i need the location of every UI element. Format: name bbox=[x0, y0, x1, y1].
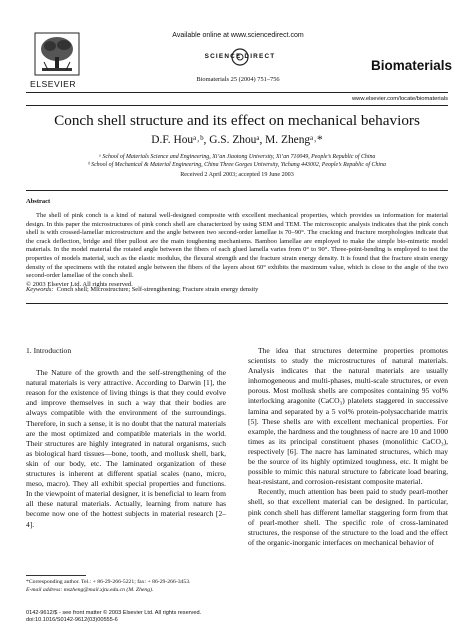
left-column bbox=[26, 346, 226, 530]
abstract-heading: Abstract bbox=[26, 198, 51, 205]
keywords-line bbox=[26, 286, 448, 293]
footnote-rule bbox=[26, 575, 86, 576]
journal-url[interactable]: www.elsevier.com/locate/biomaterials bbox=[351, 96, 448, 102]
affiliation-b: ᵇ School of Mechanical & Material Engineering, China Three Gorges University, Yichang 443002, People’s Republic of China bbox=[88, 162, 386, 168]
keywords-text: Conch shell; Microstructure; Self-strengthening; Fracture strain energy density bbox=[56, 286, 259, 293]
journal-citation: Biomaterials 25 (2004) 751–756 bbox=[196, 76, 280, 83]
doi-line: doi:10.1016/S0142-9612(03)00555-6 bbox=[26, 617, 118, 624]
affiliation-a: ᵃ School of Materials Science and Engineering, Xi’an Jiaotong University, Xi’an 710049, People’s Republic of China bbox=[98, 154, 376, 160]
bottom-metadata bbox=[26, 610, 276, 625]
abstract-body bbox=[26, 212, 448, 289]
copyright-line: © 2003 Elsevier Ltd. All rights reserved. bbox=[26, 280, 133, 288]
front-matter-line: 0142-9612/$ - see front matter © 2003 Elsevier Ltd. All rights reserved. bbox=[26, 610, 202, 616]
right-column bbox=[248, 346, 448, 548]
sciencedirect-logo-text: SCIENCE DIRECT bbox=[204, 53, 276, 60]
header-rule-top bbox=[26, 92, 448, 93]
received-dates: Received 2 April 2003; accepted 19 June 2003 bbox=[180, 172, 294, 178]
available-online-text: Available online at www.sciencedirect.com bbox=[172, 32, 304, 39]
publisher-name: ELSEVIER bbox=[30, 79, 77, 89]
intro-paragraph-2: The idea that structures determine properties promotes scientists to study the microstructures of natural materials. Analysis indicates that the natural materials are usually inhomogeneous and multi-phases, multi-scale structures, or even porous. Most mollusk shells are composites containing 95 vol% interlocking aragonite (CaCO₃) platelets staggered in successive lamina and separated by a 5 vol% protein-polysaccharide matrix [5]. These shells are with excellent mechanical properties. For example, the hardness and the toughness of nacre are 10 and 1000 times as its principal constituent phases (monolithic CaCO₃), respectively [6]. The nacre has laminated structures, which may be the source of its highly optimized toughness, etc. It might be possible to mimic this natural structure to fabricate load bearing, heat-resistant, and corrosion-resistant composite material. bbox=[248, 346, 448, 487]
abstract-rule-bottom bbox=[26, 303, 448, 304]
intro-paragraph-1: The Nature of the growth and the self-strengthening of the natural materials is very attractive. According to Darwin [1], the reason for the existence of living things is that they could evolve and improve themselves in such a way that their bodies are always compatible with the environment of the surroundings. Therefore, in such a sense, it is no doubt that the natural materials are the most optimized and compatible materials in the world. Their structures are highly integrated in natural organisms, such as biological hard tissues—bone, tooth, and mollusk shell, bark, skin of our body, etc. The laminated organization of these structures is inherent at different spatial scales (nano, micro, meso, macro). They all exhibit special properties and functions. In the viewpoint of material designer, it is beneficial to learn from all these natural materials. Actually, learning from nature has become now one of the hottest subjects in material research [2–4]. bbox=[26, 368, 226, 529]
article-title: Conch shell structure and its effect on mechanical behaviors bbox=[54, 112, 420, 129]
email-note: E-mail address: mszheng@mail.xjtu.edu.cn (M. Zheng). bbox=[26, 586, 154, 593]
section-heading: 1. Introduction bbox=[26, 346, 72, 355]
author-list: D.F. Houᵃ˒ᵇ, G.S. Zhouᵃ, M. Zhengᵃ˒* bbox=[151, 134, 323, 146]
elsevier-tree-logo bbox=[34, 32, 80, 76]
keywords-label: Keywords: bbox=[26, 286, 54, 293]
footnote bbox=[26, 579, 226, 594]
abstract-text: The shell of pink conch is a kind of natural well-designed composite with excellent mechanical properties, which provides us information for material design. In this paper the microstructures of pink conch shell are characterized by using SEM and TEM. The microscopic analysis indicates that the pink conch shell is with crossed-lamellar microstructure and the angle between two second-order lamellae is 70–90°. The cracking and fracture morphologies indicate that the crack deflection, bridge and fiber pullout are the main toughening mechanisms. Bamboo lamellae are employed to make the simple bio-mimetic model materials. In the model material the rotated angle between the fibers of each glued lamella varies from 0° to 90°. Three-point-bending is employed to test the properties of models material, such as the elastic modulus, the flexural strength and the fracture strain energy density. It is found that the fracture strain energy density of the specimens with the rotated angle between the fibers of the layers about 60° exhibits the maximum value, which is close to the angle of the two second-order lamellae of the conch shell. bbox=[26, 212, 448, 280]
header-rule-bottom bbox=[26, 105, 448, 106]
abstract-rule-top bbox=[26, 190, 448, 191]
corresponding-author-note: *Corresponding author. Tel.: + 86-29-266-5221; fax: + 86-29-266-3453. bbox=[26, 579, 191, 585]
journal-name: Biomaterials bbox=[371, 58, 453, 73]
sciencedirect-logo bbox=[165, 48, 315, 68]
intro-paragraph-3: Recently, much attention has been paid to study pearl-mother shell, so that excellent material can be designed. In particular, pink conch shell has different lamellar staggering form from that of pearl-mother shell. The specific role of cross-laminated structures, the response of the structure to the load and the effect of the organic-inorganic interfaces on mechanical behavior of bbox=[248, 487, 448, 547]
